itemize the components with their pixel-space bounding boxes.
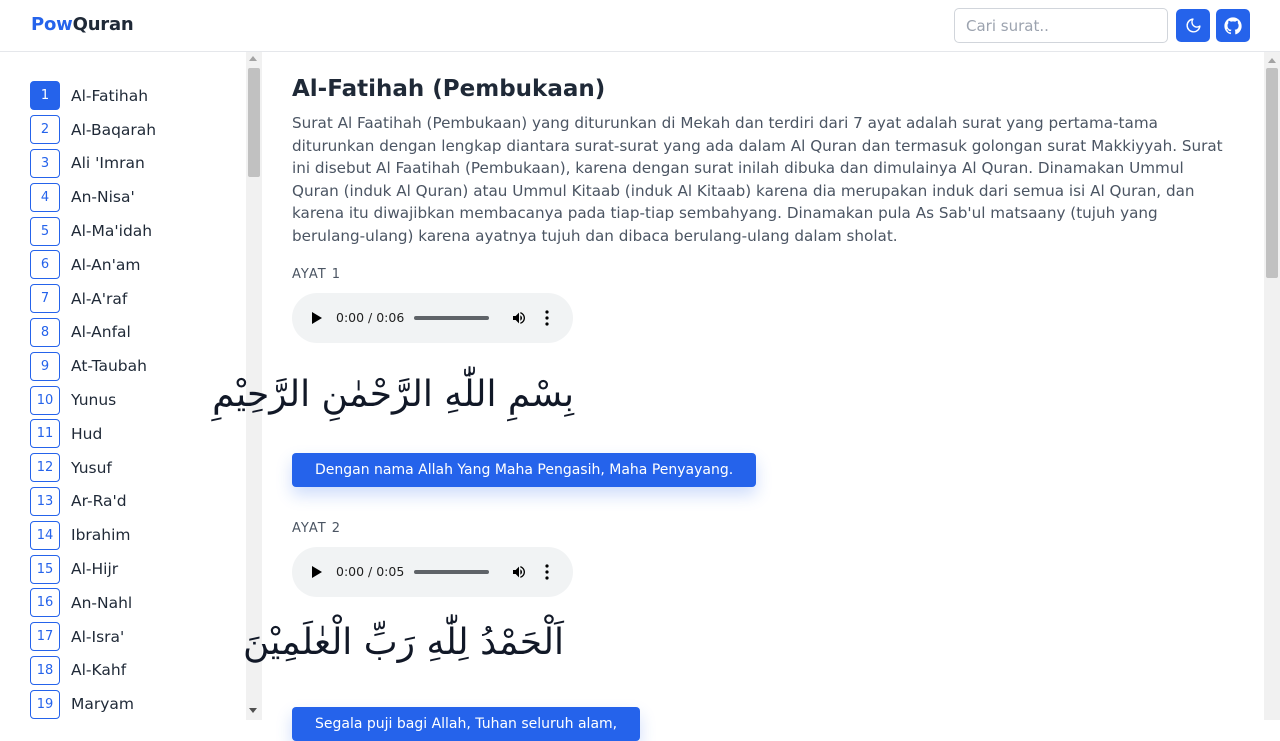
search-input[interactable] bbox=[954, 8, 1168, 43]
sidebar-item-an-nahl[interactable] bbox=[30, 586, 156, 620]
surah-number: 14 bbox=[30, 521, 60, 550]
sidebar-item-maryam[interactable] bbox=[30, 687, 156, 721]
play-icon[interactable] bbox=[312, 566, 322, 578]
sidebar-item-al-hijr[interactable] bbox=[30, 552, 156, 586]
surah-number: 10 bbox=[30, 386, 60, 415]
surah-number: 11 bbox=[30, 419, 60, 448]
surah-name: At-Taubah bbox=[71, 357, 147, 376]
surah-name: Yusuf bbox=[71, 458, 112, 477]
more-options-icon[interactable] bbox=[545, 564, 549, 580]
audio-player[interactable] bbox=[292, 547, 573, 597]
scroll-up-arrow-icon[interactable] bbox=[249, 56, 257, 61]
sidebar-item-al-ma-idah[interactable] bbox=[30, 214, 156, 248]
sidebar-item-ibrahim[interactable] bbox=[30, 518, 156, 552]
surah-description: Surat Al Faatihah (Pembukaan) yang diturunkan di Mekah dan terdiri dari 7 ayat adalah surat yang pertama-tama diturunkan dengan lengkap diantara surat-surat yang ada dalam Al Quran dan termasuk golongan surat Makkiyyah. Surat ini disebut Al Faatihah (Pembukaan), karena dengan surat inilah dibuka dan dimulainya Al Quran. Dinamakan Ummul Quran (induk Al Quran) atau Ummul Kitaab (induk Al Kitaab) karena dia merupakan induk dari semua isi Al Quran, dan karena itu diwajibkan membacanya pada tiap-tiap sembahyang. Dinamakan pula As Sab'ul matsaany (tujuh yang berulang-ulang) karena ayatnya tujuh dan dibaca berulang-ulang dalam sholat. bbox=[292, 114, 1223, 245]
translation-button[interactable]: Segala puji bagi Allah, Tuhan seluruh alam, bbox=[292, 707, 640, 741]
surah-number: 19 bbox=[30, 690, 60, 719]
surah-name: Maryam bbox=[71, 695, 135, 714]
scroll-down-arrow-icon[interactable] bbox=[249, 708, 257, 713]
surah-name: Ar-Ra'd bbox=[71, 492, 127, 511]
surah-name: Al-An'am bbox=[71, 255, 141, 274]
translation-button[interactable]: Dengan nama Allah Yang Maha Pengasih, Maha Penyayang. bbox=[292, 453, 756, 487]
surah-name: Al-Anfal bbox=[71, 323, 131, 342]
audio-time: 0:00 / 0:05 bbox=[336, 564, 405, 579]
sidebar-item-al-anfal[interactable] bbox=[30, 316, 156, 350]
sidebar-item-al-isra-[interactable] bbox=[30, 620, 156, 654]
sidebar-item-al-baqarah[interactable] bbox=[30, 113, 156, 147]
surah-name: Al-A'raf bbox=[71, 289, 128, 308]
scroll-up-arrow-icon[interactable] bbox=[1268, 58, 1276, 63]
surah-number: 13 bbox=[30, 487, 60, 516]
sidebar-item-yusuf[interactable] bbox=[30, 451, 156, 485]
arabic-verse: بِسْمِ اللّٰهِ الرَّحْمٰنِ الرَّحِيْمِ bbox=[212, 374, 574, 415]
surah-content bbox=[212, 52, 1264, 732]
audio-progress-bar[interactable] bbox=[414, 316, 489, 320]
surah-name: Al-Fatihah bbox=[71, 86, 149, 105]
sidebar-item-yunus[interactable] bbox=[30, 383, 156, 417]
surah-number: 7 bbox=[30, 284, 60, 313]
surah-number: 9 bbox=[30, 352, 60, 381]
sidebar-item-al-a-raf[interactable] bbox=[30, 282, 156, 316]
arabic-verse: اَلْحَمْدُ لِلّٰهِ رَبِّ الْعٰلَمِيْنَ bbox=[242, 622, 564, 663]
surah-name: Yunus bbox=[71, 391, 117, 410]
surah-name: Al-Hijr bbox=[71, 560, 119, 579]
app-header bbox=[0, 0, 1280, 52]
moon-icon bbox=[1185, 17, 1202, 34]
surah-number: 18 bbox=[30, 656, 60, 685]
main-scrollbar-thumb[interactable] bbox=[1266, 68, 1278, 278]
surah-number: 8 bbox=[30, 318, 60, 347]
surah-title: Al-Fatihah (Pembukaan) bbox=[292, 76, 606, 102]
surah-number: 6 bbox=[30, 250, 60, 279]
surah-number: 17 bbox=[30, 622, 60, 651]
sidebar-item-al-fatihah[interactable] bbox=[30, 79, 156, 113]
surah-name: An-Nahl bbox=[71, 593, 133, 612]
surah-number: 3 bbox=[30, 149, 60, 178]
sidebar-item-hud[interactable] bbox=[30, 417, 156, 451]
play-icon[interactable] bbox=[312, 312, 322, 324]
surah-number: 1 bbox=[30, 81, 60, 110]
surah-number: 2 bbox=[30, 115, 60, 144]
surah-number: 5 bbox=[30, 217, 60, 246]
sidebar-scrollbar-thumb[interactable] bbox=[248, 68, 260, 177]
sidebar-item-al-an-am[interactable] bbox=[30, 248, 156, 282]
app-logo[interactable]: PowQuran bbox=[31, 14, 134, 35]
sidebar-item-at-taubah[interactable] bbox=[30, 349, 156, 383]
more-options-icon[interactable] bbox=[545, 310, 549, 326]
audio-player[interactable] bbox=[292, 293, 573, 343]
ayat-label: AYAT 2 bbox=[292, 521, 342, 536]
sidebar-item-an-nisa-[interactable] bbox=[30, 180, 156, 214]
sidebar-item-al-kahf[interactable] bbox=[30, 654, 156, 688]
surah-number: 12 bbox=[30, 453, 60, 482]
volume-icon[interactable] bbox=[510, 310, 528, 326]
audio-progress-bar[interactable] bbox=[414, 570, 489, 574]
ayat-label: AYAT 1 bbox=[292, 267, 342, 282]
surah-name: Ibrahim bbox=[71, 526, 131, 545]
surah-name: Hud bbox=[71, 424, 103, 443]
github-button[interactable] bbox=[1216, 9, 1250, 42]
audio-time: 0:00 / 0:06 bbox=[336, 310, 405, 325]
surah-list bbox=[30, 79, 156, 721]
surah-name: Al-Isra' bbox=[71, 627, 125, 646]
surah-name: An-Nisa' bbox=[71, 188, 135, 207]
sidebar-item-ali-imran[interactable] bbox=[30, 147, 156, 181]
surah-number: 16 bbox=[30, 588, 60, 617]
volume-icon[interactable] bbox=[510, 564, 528, 580]
sidebar-item-ar-ra-d[interactable] bbox=[30, 485, 156, 519]
surah-name: Al-Baqarah bbox=[71, 120, 157, 139]
theme-toggle-button[interactable] bbox=[1176, 9, 1210, 42]
surah-name: Ali 'Imran bbox=[71, 154, 145, 173]
surah-number: 4 bbox=[30, 183, 60, 212]
surah-name: Al-Ma'idah bbox=[71, 222, 153, 241]
surah-name: Al-Kahf bbox=[71, 661, 127, 680]
surah-number: 15 bbox=[30, 555, 60, 584]
github-icon bbox=[1224, 17, 1242, 35]
